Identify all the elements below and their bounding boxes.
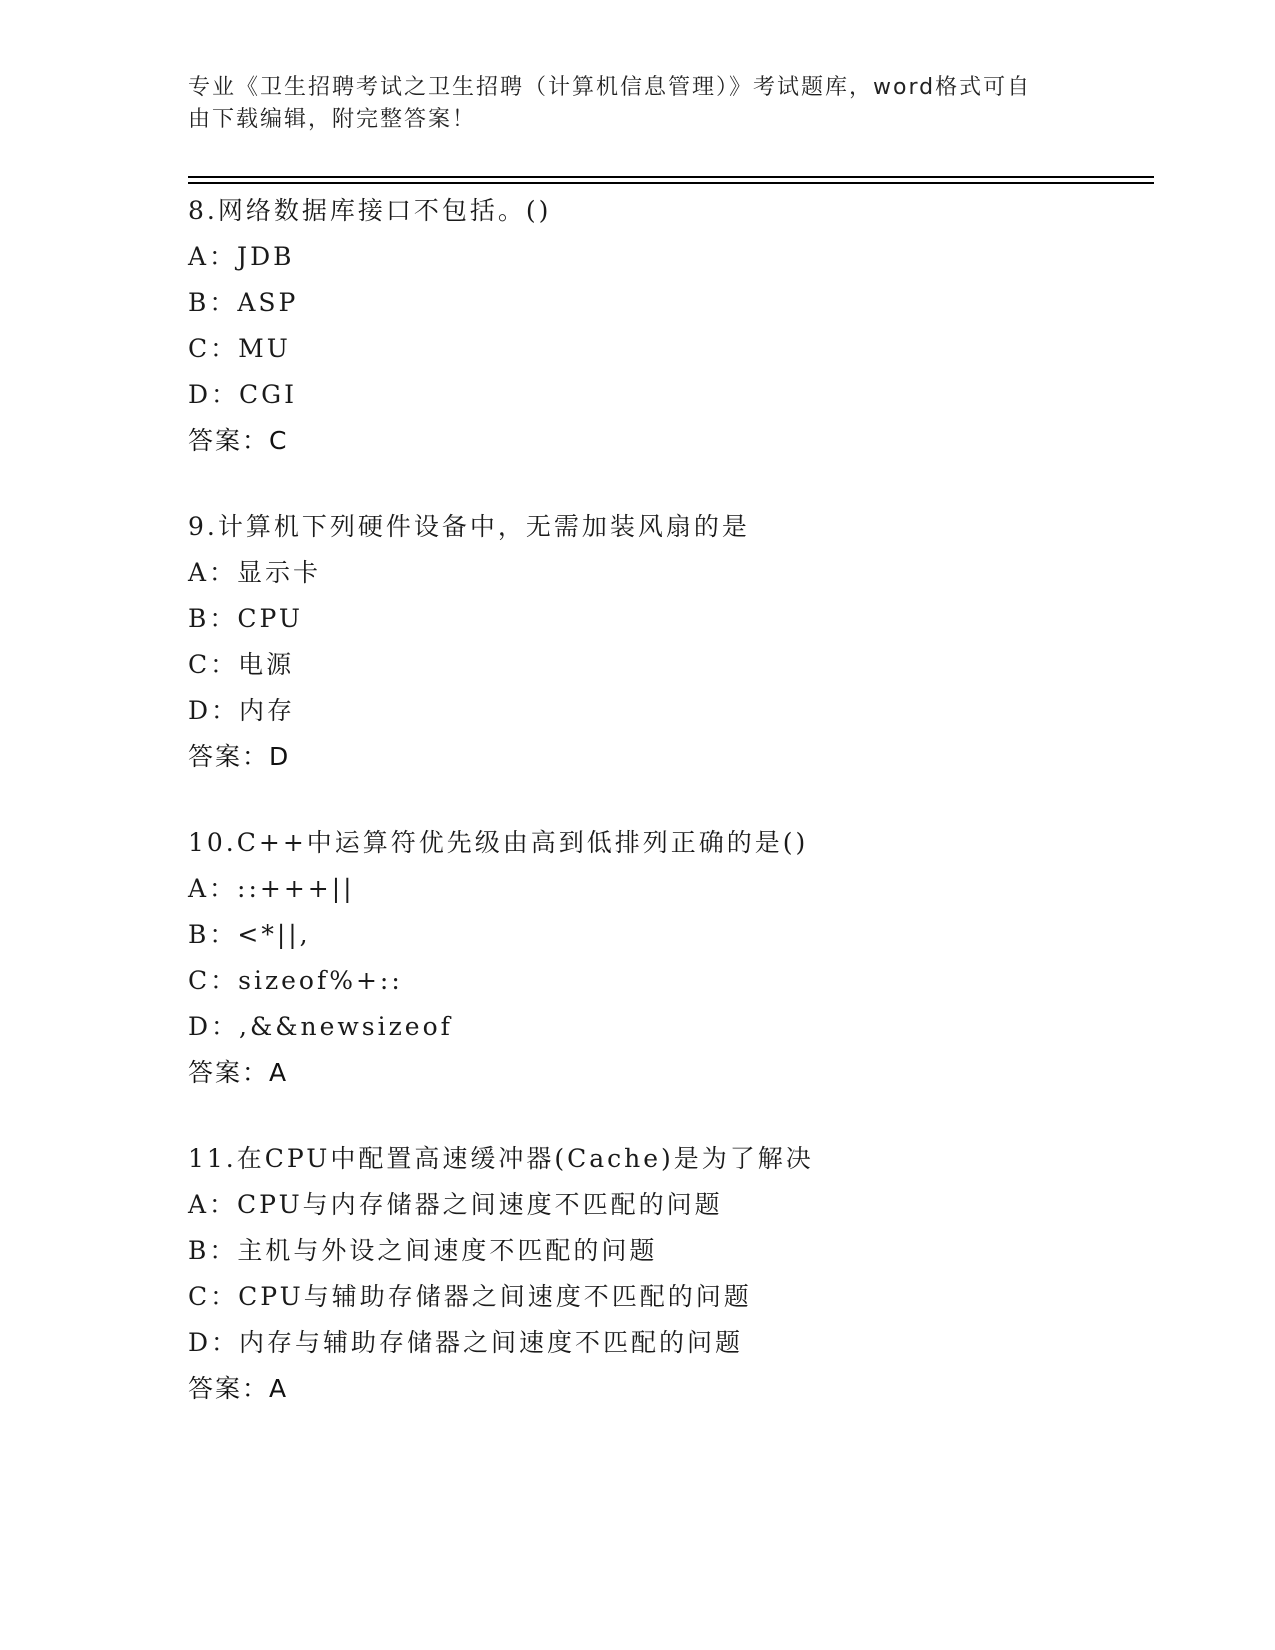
option-b: B：主机与外设之间速度不匹配的问题 (188, 1236, 658, 1265)
question-8 (188, 188, 1154, 464)
question-11 (188, 1136, 1154, 1412)
option-a: A：::+++|| (188, 874, 355, 903)
option-c: C：CPU与辅助存储器之间速度不匹配的问题 (188, 1282, 752, 1311)
question-stem: 11.在CPU中配置高速缓冲器(Cache)是为了解决 (188, 1144, 814, 1173)
header-divider-bottom (188, 182, 1154, 184)
header-line-2: 由下载编辑，附完整答案！ (188, 107, 477, 132)
option-c: C：MU (188, 334, 291, 363)
question-stem: 10.C++中运算符优先级由高到低排列正确的是() (188, 828, 809, 857)
answer-line: 答案：C (188, 426, 289, 455)
question-list (188, 188, 1154, 1452)
answer-line: 答案：A (188, 1058, 289, 1087)
option-a: A：JDB (188, 242, 295, 271)
option-b: B：CPU (188, 604, 303, 633)
header-divider-top (188, 176, 1154, 178)
option-a: A：CPU与内存储器之间速度不匹配的问题 (188, 1190, 723, 1219)
option-d: D：CGI (188, 380, 298, 409)
answer-line: 答案：A (188, 1374, 289, 1403)
question-stem: 9.计算机下列硬件设备中，无需加装风扇的是 (188, 512, 750, 541)
question-stem: 8.网络数据库接口不包括。() (188, 196, 552, 225)
option-c: C：sizeof%+:: (188, 966, 403, 995)
option-b: B：ASP (188, 288, 299, 317)
option-d: D：内存与辅助存储器之间速度不匹配的问题 (188, 1328, 744, 1357)
option-a: A：显示卡 (188, 558, 322, 587)
option-c: C：电源 (188, 650, 295, 679)
document-header (188, 72, 1088, 136)
question-9 (188, 504, 1154, 780)
option-d: D：内存 (188, 696, 296, 725)
option-d: D：,&&newsizeof (188, 1012, 453, 1041)
answer-line: 答案：D (188, 742, 291, 771)
question-10 (188, 820, 1154, 1096)
header-line-1: 专业《卫生招聘考试之卫生招聘（计算机信息管理）》考试题库，word格式可自 (188, 75, 1032, 100)
option-b: B：<*||, (188, 920, 311, 949)
